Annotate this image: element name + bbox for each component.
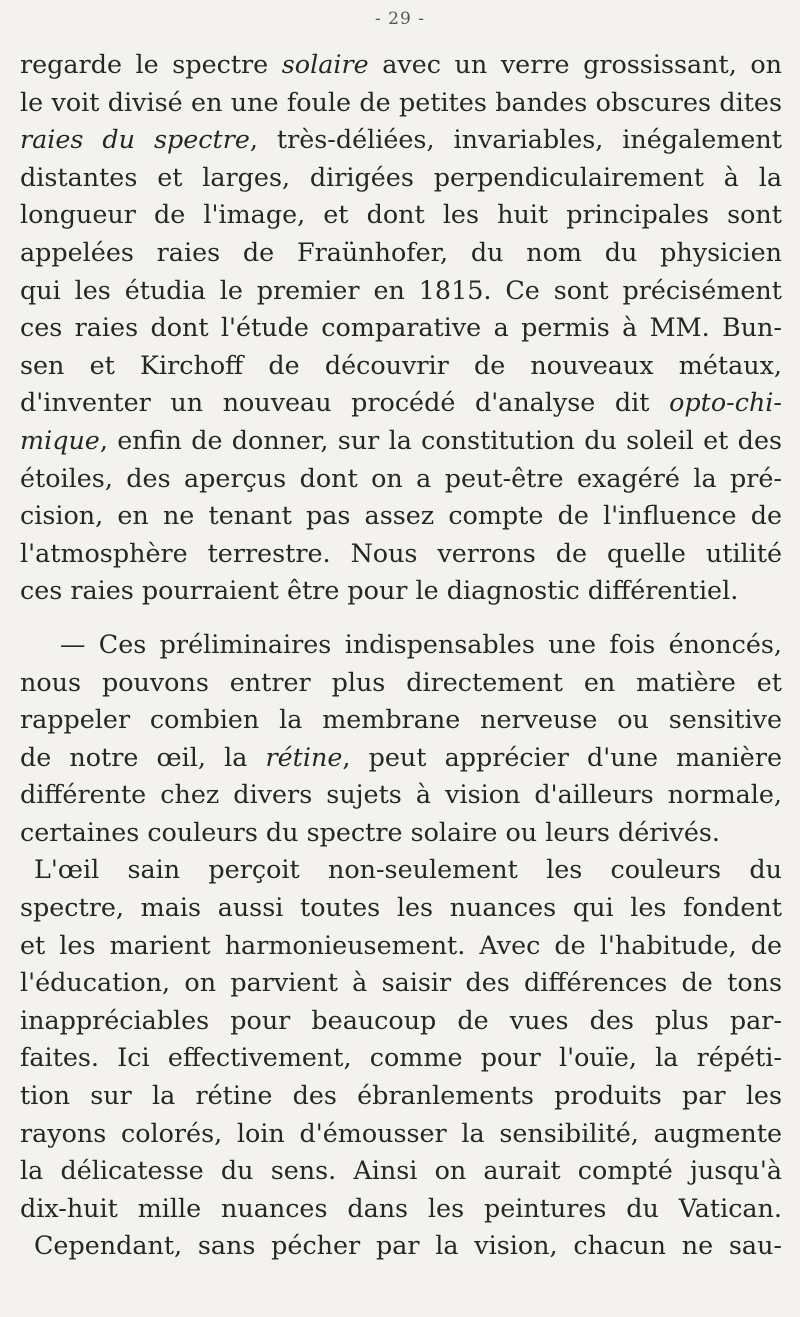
text-line: dix-huit mille nuances dans les peintures du Vatican. xyxy=(20,1192,782,1223)
text-line: ces raies dont l'étude comparative a permis à MM. Bun- xyxy=(20,312,782,343)
paragraph-1 xyxy=(20,46,782,610)
text-line: distantes et larges, dirigées perpendiculairement à la xyxy=(20,161,782,192)
page-body xyxy=(20,46,782,1265)
text-line: le voit divisé en une foule de petites bandes obscures dites xyxy=(20,86,782,117)
text-line: rappeler combien la membrane nerveuse ou sensitive xyxy=(20,704,782,735)
text-line: cision, en ne tenant pas assez compte de l'influence de xyxy=(20,500,782,531)
text-line: regarde le spectre solaire avec un verre grossissant, on xyxy=(20,49,782,79)
text-line: mique, enfin de donner, sur la constitution du soleil et des xyxy=(20,424,782,455)
text-line: — Ces préliminaires indispensables une fois énoncés, xyxy=(60,628,782,659)
text-line: sen et Kirchoff de découvrir de nouveaux métaux, xyxy=(20,349,782,380)
text-line: raies du spectre, très-déliées, invariables, inégalement xyxy=(20,124,782,155)
text-line: certaines couleurs du spectre solaire ou leurs dérivés. xyxy=(20,816,720,847)
text-line: de notre œil, la rétine, peut apprécier d'une manière xyxy=(20,741,782,772)
text-line: et les marient harmonieusement. Avec de l'habitude, de xyxy=(20,929,782,960)
paragraph-3 xyxy=(20,851,782,1265)
text-line: nous pouvons entrer plus directement en matière et xyxy=(20,666,782,697)
text-line: L'œil sain perçoit non-seulement les couleurs du xyxy=(34,854,782,885)
text-line: d'inventer un nouveau procédé d'analyse dit opto-chi- xyxy=(20,387,782,418)
text-line: différente chez divers sujets à vision d'ailleurs normale, xyxy=(20,779,782,810)
text-line: ces raies pourraient être pour le diagnostic différentiel. xyxy=(20,575,739,606)
text-line: rayons colorés, loin d'émousser la sensibilité, augmente xyxy=(20,1117,782,1148)
text-line: faites. Ici effectivement, comme pour l'ouïe, la répéti- xyxy=(20,1042,782,1073)
text-line: qui les étudia le premier en 1815. Ce sont précisément xyxy=(20,274,782,305)
text-line: l'éducation, on parvient à saisir des différences de tons xyxy=(20,967,782,998)
text-line: étoiles, des aperçus dont on a peut-être exagéré la pré- xyxy=(20,462,782,493)
text-line: longueur de l'image, et dont les huit principales sont xyxy=(20,199,782,230)
paragraph-2 xyxy=(20,626,782,852)
text-line: spectre, mais aussi toutes les nuances qui les fondent xyxy=(20,892,782,923)
text-line: l'atmosphère terrestre. Nous verrons de quelle utilité xyxy=(20,537,782,568)
text-line: appelées raies de Fraünhofer, du nom du physicien xyxy=(20,236,782,267)
text-line: la délicatesse du sens. Ainsi on aurait compté jusqu'à xyxy=(20,1155,782,1186)
text-line: tion sur la rétine des ébranlements produits par les xyxy=(20,1080,782,1111)
text-line: inappréciables pour beaucoup de vues des plus par- xyxy=(20,1004,782,1035)
text-line: Cependant, sans pécher par la vision, chacun ne sau- xyxy=(34,1230,782,1261)
page-number: - 29 - xyxy=(375,9,425,29)
